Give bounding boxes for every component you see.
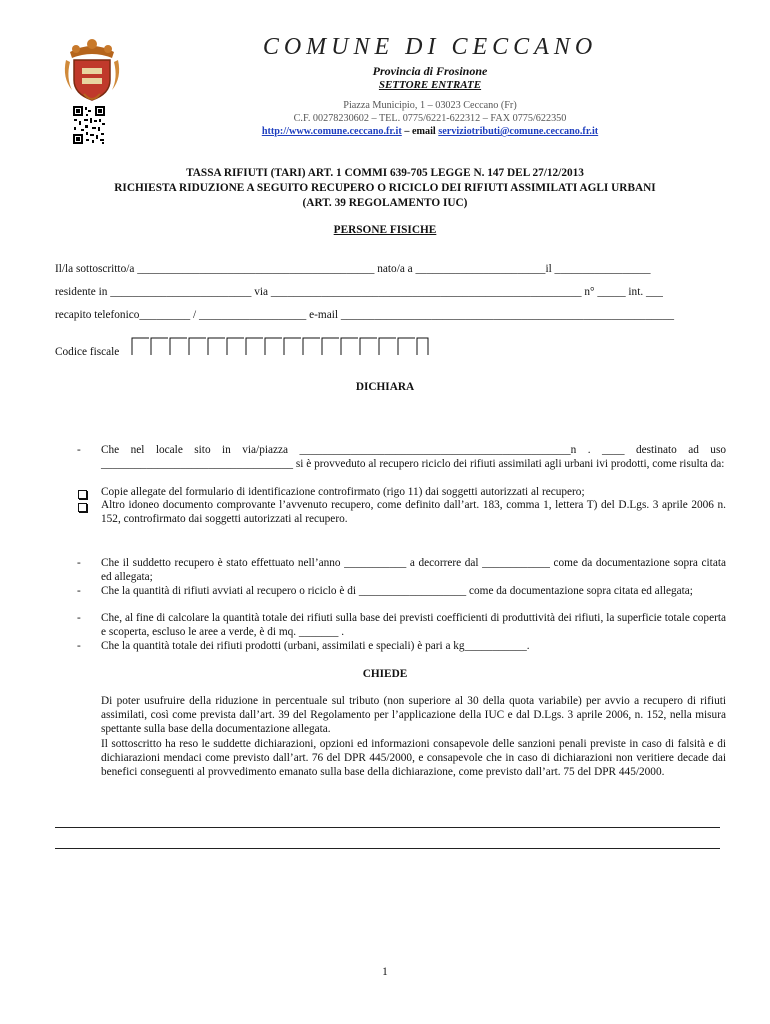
email-link[interactable]: serviziotributi@comune.ceccano.fr.it	[438, 126, 599, 137]
document-title-line-3: (ART. 39 REGOLAMENTO IUC)	[302, 197, 468, 209]
codice-fiscale-boxes[interactable]	[131, 337, 431, 357]
checkbox-altro-documento[interactable]	[78, 503, 87, 512]
codice-fiscale-label: Codice fiscale	[55, 346, 120, 358]
form-line-recapito[interactable]: recapito telefonico_________ / ___________________ e-mail ___________________________________________________________	[55, 309, 675, 321]
form-line-residenza[interactable]: residente in _________________________ via _______________________________________________________ n° _____ int. ___	[55, 286, 663, 298]
contacts: C.F. 00278230602 – TEL. 0775/6221-622312 – FAX 0775/622350	[293, 113, 567, 124]
checkbox-formulario[interactable]	[78, 490, 87, 499]
address: Piazza Municipio, 1 – 03023 Ceccano (Fr)	[343, 100, 517, 111]
website-link[interactable]: http://www.comune.ceccano.fr.it	[261, 126, 402, 137]
check-label-formulario: Copie allegate del formulario di identificazione controfirmato (rigo 11) dai soggetti autorizzati al recupero;	[101, 486, 585, 498]
settore: SETTORE ENTRATE	[378, 79, 482, 91]
dash-bullet: -	[77, 585, 81, 597]
heading-dichiara: DICHIARA	[355, 381, 415, 393]
web-links	[150, 126, 710, 137]
qr-code	[72, 105, 106, 145]
dichiara-item-quantita-recupero: Che la quantità di rifiuti avviati al recupero o riciclo è di ___________________ come da documentazione sopra citata ed allegata;	[101, 585, 693, 597]
blank-line-1[interactable]	[55, 827, 720, 828]
dash-bullet: -	[77, 640, 81, 652]
dash-bullet: -	[77, 444, 81, 456]
form-line-sottoscritto[interactable]: Il/la sottoscritto/a __________________________________________ nato/a a _______________________il _________________	[55, 263, 651, 275]
chiede-paragraph-riduzione: Di poter usufruire della riduzione in percentuale sul tributo (non superiore al 30 della quota variabile) per avvio a recupero di rifiuti assimilati, così come prevista dall’art. 39 del Regolamento per l’applicazione della IUC e dal D.Lgs. 3 aprile 2006, n. 152, nella misura spettante sulla base della documentazione allegata.	[101, 695, 726, 735]
comune-name: COMUNE DI CECCANO	[262, 34, 598, 60]
dichiara-item-superficie: Che, al fine di calcolare la quantità totale dei rifiuti sulla base dei previsti coefficienti di produttività dei rifiuti, la superficie totale coperta e scoperta, escluso le aree a verde, è di mq. _______ .	[101, 612, 726, 638]
dash-bullet: -	[77, 612, 81, 624]
dichiara-item-anno: Che il suddetto recupero è stato effettuato nell’anno ___________ a decorrere dal ____________ come da documentazione sopra citata ed allegata;	[101, 557, 726, 583]
section-persone-fisiche: PERSONE FISICHE	[333, 224, 437, 236]
email-label: – email	[401, 126, 439, 137]
document-title-line-2: RICHIESTA RIDUZIONE A SEGUITO RECUPERO O RICICLO DEI RIFIUTI ASSIMILATI AGLI URBANI	[114, 182, 656, 194]
heading-chiede: CHIEDE	[362, 668, 408, 680]
dash-bullet: -	[77, 557, 81, 569]
dichiara-item-quantita-totale: Che la quantità totale dei rifiuti prodotti (urbani, assimilati e speciali) è pari a kg___________.	[101, 640, 530, 652]
comune-coat-of-arms-logo	[62, 38, 122, 104]
document-title-line-1: TASSA RIFIUTI (TARI) ART. 1 COMMI 639-705 LEGGE N. 147 DEL 27/12/2013	[186, 167, 584, 179]
chiede-paragraph-dichiarazioni: Il sottoscritto ha reso le suddette dichiarazioni, opzioni ed informazioni consapevole delle sanzioni penali previste in caso di falsità e di dichiarazioni mendaci come previsto dall’art. 76 del DPR 445/2000, e consapevole che in caso di dichiarazioni non veritiere decade dai benefici conseguenti al provvedimento emanato sulla base della dichiarazione, come previsto dall’art. 75 del DPR 445/2000.	[101, 738, 726, 778]
blank-line-2[interactable]	[55, 848, 720, 849]
provincia: Provincia di Frosinone	[372, 64, 488, 78]
check-label-altro-documento: Altro idoneo documento comprovante l’avvenuto recupero, come definito dall’art. 183, comma 1, lettera T) del D.Lgs. 3 aprile 2006 n. 152, controfirmato dai soggetti autorizzati al recupero.	[101, 499, 726, 525]
dichiara-item-locale: Che nel locale sito in via/piazza ________________________________________________n . ____ destinato ad uso __________________________________ si è provveduto al recupero riciclo dei rifiuti assimilati agli urbani ivi prodotti, come risulta da:	[101, 444, 726, 470]
page-number: 1	[382, 966, 388, 978]
